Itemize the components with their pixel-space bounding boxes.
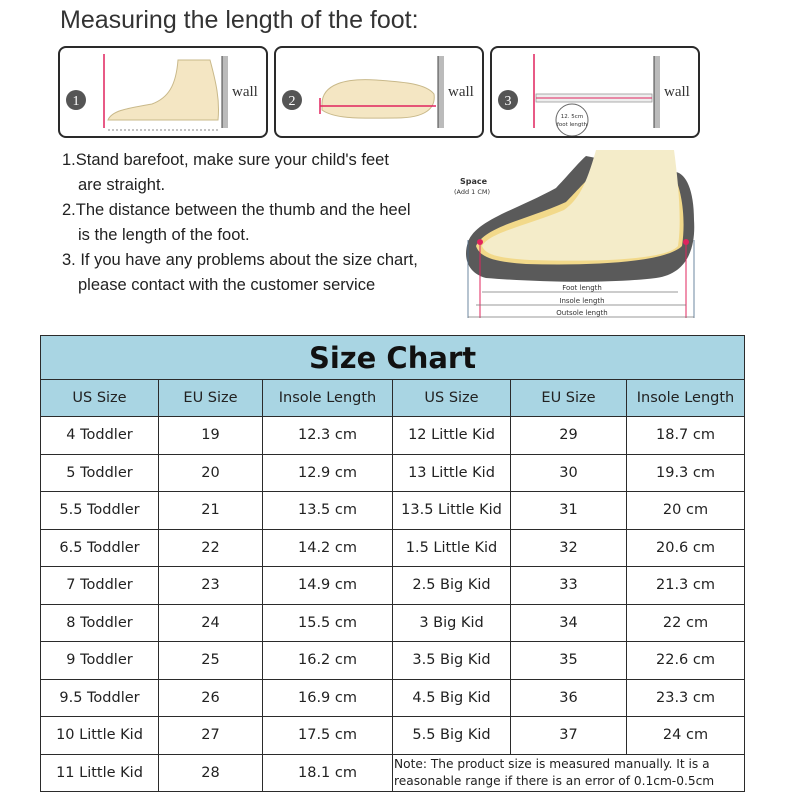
table-cell: 1.5 Little Kid — [393, 529, 511, 567]
panel-number: 2 — [288, 94, 296, 109]
table-row — [41, 529, 745, 567]
outsole-length-label: Outsole length — [556, 309, 608, 317]
foot-length-label: Foot length — [562, 284, 602, 292]
table-cell: 21 — [159, 492, 263, 530]
table-cell: 7 Toddler — [41, 567, 159, 605]
panel-number: 1 — [72, 94, 80, 109]
size-chart-header — [41, 380, 745, 417]
ruler-note-2: foot length — [556, 122, 588, 128]
size-note-line-2: reasonable range if there is an error of 0.1cm-0.5cm — [394, 773, 715, 788]
table-cell: 5 Toddler — [41, 454, 159, 492]
table-row — [41, 567, 745, 605]
wall-label: wall — [664, 84, 690, 100]
table-cell: 20.6 cm — [627, 529, 745, 567]
insole-length-label: Insole length — [559, 297, 605, 305]
table-cell: 27 — [159, 717, 263, 755]
foot-top-icon — [276, 48, 484, 138]
table-cell: 29 — [511, 417, 627, 455]
instruction-step-2: 2.The distance between the thumb and the heel — [62, 201, 411, 219]
shoe-diagram — [446, 150, 706, 334]
table-cell: 31 — [511, 492, 627, 530]
table-cell: 20 — [159, 454, 263, 492]
table-cell: 24 cm — [627, 717, 745, 755]
table-cell: 13 Little Kid — [393, 454, 511, 492]
header-insole-length-2: Insole Length — [627, 380, 745, 417]
foot-side-icon — [60, 48, 268, 138]
table-cell: 13.5 Little Kid — [393, 492, 511, 530]
header-us-size-2: US Size — [393, 380, 511, 417]
table-cell: 5.5 Big Kid — [393, 717, 511, 755]
table-cell: 6.5 Toddler — [41, 529, 159, 567]
table-cell: 19 — [159, 417, 263, 455]
instruction-step-3-cont: please contact with the customer service — [78, 276, 376, 294]
table-cell: 22.6 cm — [627, 642, 745, 680]
size-chart-title: Size Chart — [41, 336, 745, 380]
table-cell: 14.2 cm — [263, 529, 393, 567]
table-cell: 25 — [159, 642, 263, 680]
table-row — [41, 754, 745, 792]
table-row — [41, 604, 745, 642]
table-cell: 12 Little Kid — [393, 417, 511, 455]
table-row — [41, 417, 745, 455]
table-cell: 2.5 Big Kid — [393, 567, 511, 605]
table-cell: 4 Toddler — [41, 417, 159, 455]
table-cell: 30 — [511, 454, 627, 492]
wall-label: wall — [448, 84, 474, 100]
space-note: (Add 1 CM) — [454, 188, 491, 196]
instructions — [62, 148, 447, 298]
header-insole-length: Insole Length — [263, 380, 393, 417]
instruction-step-3: 3. If you have any problems about the size chart, — [62, 251, 418, 269]
table-cell: 17.5 cm — [263, 717, 393, 755]
wall-label: wall — [232, 84, 258, 100]
table-cell: 12.9 cm — [263, 454, 393, 492]
space-label: Space — [460, 177, 488, 186]
table-cell: 35 — [511, 642, 627, 680]
table-cell: 22 — [159, 529, 263, 567]
header-eu-size: EU Size — [159, 380, 263, 417]
table-cell: 24 — [159, 604, 263, 642]
table-cell: 36 — [511, 679, 627, 717]
table-cell: 8 Toddler — [41, 604, 159, 642]
table-cell: 12.3 cm — [263, 417, 393, 455]
table-cell: 3.5 Big Kid — [393, 642, 511, 680]
table-cell: 3 Big Kid — [393, 604, 511, 642]
table-cell: 10 Little Kid — [41, 717, 159, 755]
table-cell: 9.5 Toddler — [41, 679, 159, 717]
table-cell: 14.9 cm — [263, 567, 393, 605]
ruler-icon — [492, 48, 700, 138]
size-note — [393, 754, 745, 792]
table-cell: 5.5 Toddler — [41, 492, 159, 530]
table-cell: 32 — [511, 529, 627, 567]
panel-number: 3 — [504, 94, 512, 109]
table-row — [41, 679, 745, 717]
table-cell: 23.3 cm — [627, 679, 745, 717]
table-cell: 20 cm — [627, 492, 745, 530]
instruction-step-1-cont: are straight. — [78, 176, 166, 194]
ruler-note: 12. 5cm — [560, 114, 584, 120]
table-row — [41, 454, 745, 492]
header-eu-size-2: EU Size — [511, 380, 627, 417]
table-row — [41, 717, 745, 755]
table-row — [41, 492, 745, 530]
table-cell: 16.9 cm — [263, 679, 393, 717]
table-cell: 16.2 cm — [263, 642, 393, 680]
measure-panel-3 — [490, 46, 700, 138]
instruction-step-2-cont: is the length of the foot. — [78, 226, 250, 244]
size-chart-table — [40, 335, 745, 792]
table-cell: 18.1 cm — [263, 754, 393, 792]
instruction-step-1: 1.Stand barefoot, make sure your child's feet — [62, 151, 389, 169]
table-cell: 34 — [511, 604, 627, 642]
measure-panel-1 — [58, 46, 268, 138]
table-cell: 15.5 cm — [263, 604, 393, 642]
table-cell: 28 — [159, 754, 263, 792]
table-cell: 33 — [511, 567, 627, 605]
shoe-cross-section-icon — [446, 150, 706, 330]
page-title: Measuring the length of the foot: — [60, 6, 419, 34]
measure-panel-2 — [274, 46, 484, 138]
table-cell: 18.7 cm — [627, 417, 745, 455]
size-note-line-1: Note: The product size is measured manually. It is a — [394, 756, 710, 771]
table-cell: 23 — [159, 567, 263, 605]
table-cell: 21.3 cm — [627, 567, 745, 605]
table-cell: 11 Little Kid — [41, 754, 159, 792]
table-cell: 19.3 cm — [627, 454, 745, 492]
table-cell: 13.5 cm — [263, 492, 393, 530]
table-cell: 4.5 Big Kid — [393, 679, 511, 717]
table-cell: 9 Toddler — [41, 642, 159, 680]
table-row — [41, 642, 745, 680]
header-us-size: US Size — [41, 380, 159, 417]
table-cell: 26 — [159, 679, 263, 717]
table-cell: 22 cm — [627, 604, 745, 642]
table-cell: 37 — [511, 717, 627, 755]
